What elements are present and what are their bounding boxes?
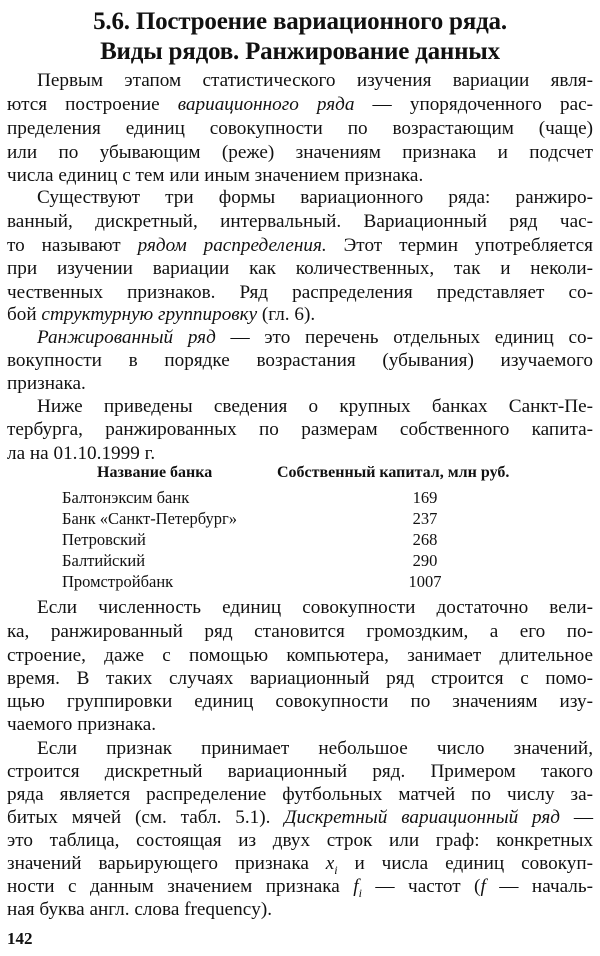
table-row-name: Балтийский [62, 551, 146, 570]
paragraph-line: тербурга, ранжированных по размерам собственного капита- [7, 419, 593, 440]
paragraph-line: ются построение вариационного ряда — упорядоченного рас- [7, 94, 593, 115]
paragraph-line: ка, ранжированный ряд становится громоздким, а его по- [7, 621, 593, 642]
paragraph-line: значений варьирующего признака $x_i$ и числа единиц совокуп- [7, 853, 593, 877]
page-number: 142 [7, 929, 33, 948]
paragraph-line: то называют рядом распределения. Этот термин употребляется [7, 235, 593, 256]
paragraph-line: Ранжированный ряд — это перечень отдельных единиц со- [37, 327, 593, 348]
paragraph-line: это таблица, состоящая из двух строк или граф: конкретных [7, 830, 593, 851]
column-header-bank-name: Название банка [97, 464, 213, 481]
paragraph-line: Если признак принимает небольшое число значений, [37, 738, 593, 759]
table-row-name: Промстройбанк [62, 572, 174, 591]
table-row-name: Балтонэксим банк [62, 488, 190, 507]
table-row-value: 237 [412, 509, 438, 528]
table-row-value: 1007 [408, 572, 442, 591]
paragraph-line: Если численность единиц совокупности достаточно вели- [37, 597, 593, 618]
paragraph-line: ла на 01.10.1999 г. [7, 443, 156, 464]
paragraph-line: ная буква англ. слова frequency). [7, 899, 273, 920]
term-italic: вариационного ряда [177, 94, 355, 115]
paragraph-line: чественных признаков. Ряд распределения представляет со- [7, 282, 593, 303]
section-title-line-1: 5.6. Построение вариационного ряда. [93, 8, 507, 35]
paragraph-line: признака. [7, 373, 86, 394]
paragraph-line: битых мячей (см. табл. 5.1). Дискретный вариационный ряд — [7, 807, 593, 828]
math-subscript: i [334, 862, 338, 877]
math-variable: x [325, 853, 335, 874]
paragraph-line: ряда является распределение футбольных матчей по числу за- [7, 784, 593, 805]
paragraph-line: Ниже приведены сведения о крупных банках Санкт-Пе- [37, 396, 593, 417]
column-header-capital: Собственный капитал, млн руб. [277, 464, 510, 481]
term-italic: рядом распределения. [137, 235, 327, 256]
paragraph-line: щью группировки единиц совокупности по значениям изу- [7, 691, 593, 712]
term-italic: структурную группировку [41, 304, 258, 325]
math-subscript: i [358, 885, 362, 900]
paragraph-line: ности с данным значением признака $f_i$ — частот (f — началь- [7, 876, 593, 900]
paragraph-line: числа единиц с тем или иным значением признака. [7, 165, 424, 186]
paragraph-line: пределения единиц совокупности по возрастающим (чаще) [7, 118, 593, 139]
paragraph-line: бой структурную группировку (гл. 6). [7, 304, 316, 325]
paragraph-line: ванный, дискретный, интервальный. Вариационный ряд час- [7, 211, 593, 232]
table-row-value: 169 [412, 488, 438, 507]
table-row-name: Банк «Санкт-Петербург» [62, 509, 237, 528]
paragraph-line: при изучении вариации как количественных, так и неколи- [7, 258, 593, 279]
math-variable: f [353, 876, 359, 897]
table-row-value: 268 [412, 530, 438, 549]
table-row-value: 290 [412, 551, 438, 570]
paragraph-line: время. В таких случаях вариационный ряд строится с помо- [7, 668, 593, 689]
paragraph-line: строится дискретный вариационный ряд. Примером такого [7, 761, 593, 782]
math-variable: f [480, 876, 486, 897]
paragraph-line: Существуют три формы вариационного ряда: ранжиро- [37, 187, 593, 208]
paragraph-line: чаемого признака. [7, 714, 157, 735]
paragraph-line: или по убывающим (реже) значениям признака и подсчет [7, 142, 593, 163]
paragraph-line: вокупности в порядке возрастания (убывания) изучаемого [7, 350, 593, 371]
paragraph-line: Первым этапом статистического изучения вариации явля- [37, 70, 593, 91]
table-row-name: Петровский [62, 530, 146, 549]
section-title-line-2: Виды рядов. Ранжирование данных [100, 38, 500, 65]
term-italic: Ранжированный ряд [37, 327, 216, 348]
paragraph-line: строение, даже с помощью компьютера, занимает длительное [7, 645, 593, 666]
term-italic: Дискретный вариационный ряд [284, 807, 560, 828]
